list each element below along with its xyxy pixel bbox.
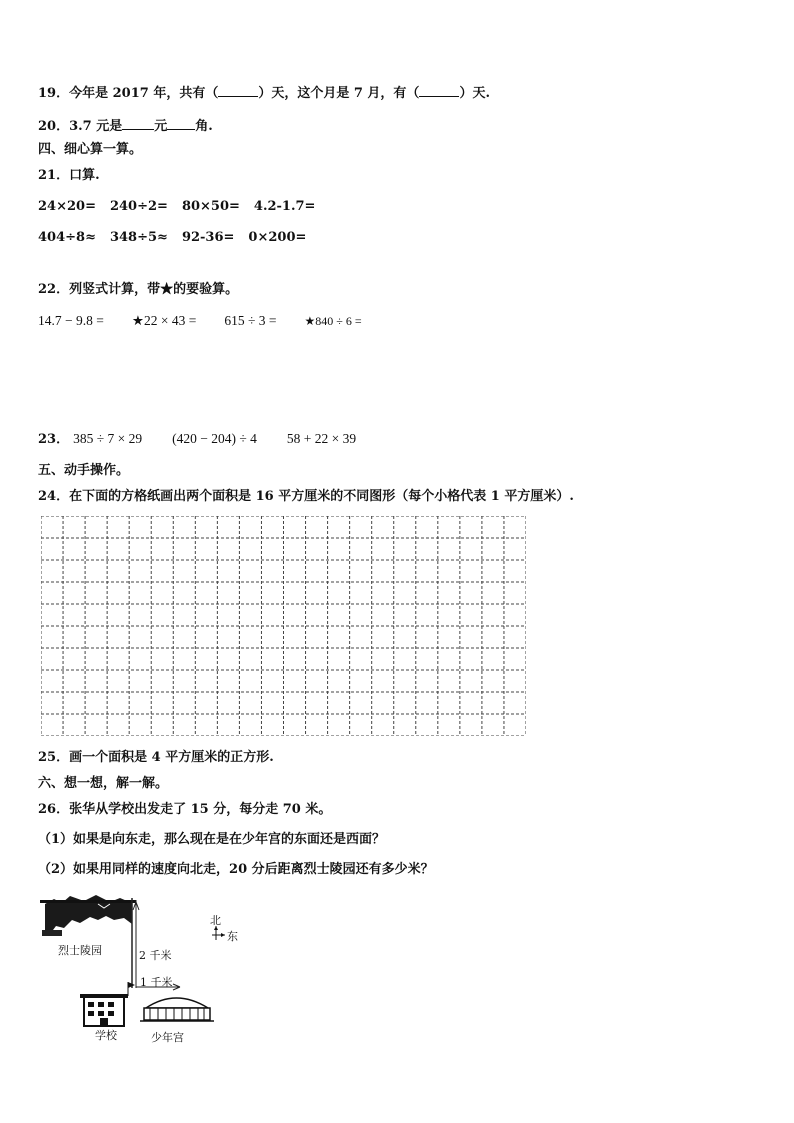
question-21: [38, 168, 100, 184]
square-grid-paper[interactable]: [41, 516, 526, 736]
question-23: [38, 431, 386, 448]
school-label: 学校: [95, 1029, 117, 1042]
q20-number: 20．: [38, 119, 70, 134]
q23-item: 385 ÷ 7 × 29: [73, 431, 143, 446]
q20-blank-1[interactable]: [122, 117, 154, 130]
north-distance-label: 2 千米: [139, 949, 172, 962]
q21-row-2: [38, 230, 320, 246]
q20-blank-2[interactable]: [167, 117, 195, 130]
q22-item: ★840 ÷ 6 =: [304, 314, 362, 328]
q22-item: 615 ÷ 3 =: [224, 313, 277, 328]
q22-item: 14.7 − 9.8 =: [38, 313, 104, 328]
q24-text: 在下面的方格纸画出两个面积是 16 平方厘米的不同图形（每个小格代表 1 平方厘米）.: [69, 489, 574, 504]
q23-number: 23．: [38, 432, 70, 447]
section-6-heading: 六、想一想，解一解。: [38, 776, 169, 791]
section-4-heading: 四、细心算一算。: [38, 142, 143, 157]
q22-title: 列竖式计算，带★的要验算。: [69, 282, 239, 297]
q22-number: 22．: [38, 282, 70, 297]
q22-expressions: [38, 313, 390, 329]
q23-item: 58 + 22 × 39: [286, 431, 357, 446]
q21-item: 80×50=: [181, 199, 240, 214]
school-building-picture: [80, 994, 128, 1026]
q26-text: 张华从学校出发走了 15 分，每分走 70 米。: [69, 802, 332, 817]
q21-title: 口算.: [69, 168, 100, 183]
flag-icon: [128, 982, 135, 996]
q19-text-b: ）天，这个月是 7 月，有（: [258, 86, 420, 101]
q19-blank-1[interactable]: [218, 84, 258, 97]
q21-item: 348÷5≈: [109, 230, 168, 245]
q21-item: 240÷2=: [109, 199, 168, 214]
q24-number: 24．: [38, 489, 70, 504]
q19-number: 19．: [38, 86, 70, 101]
q25-text: 画一个面积是 4 平方厘米的正方形.: [69, 750, 274, 765]
q26-number: 26．: [38, 802, 70, 817]
q20-text-c: 角.: [195, 119, 213, 134]
question-24: [38, 489, 574, 505]
cemetery-label: 烈士陵园: [58, 944, 102, 957]
q20-text-b: 元: [154, 119, 168, 134]
q19-text-a: 今年是 2017 年，共有（: [69, 86, 219, 101]
q20-text-a: 3.7 元是: [69, 119, 123, 134]
q21-item: 0×200=: [248, 230, 307, 245]
youth-palace-label: 少年宫: [151, 1031, 184, 1044]
q21-number: 21．: [38, 168, 70, 183]
compass-east-label: 东: [227, 930, 238, 943]
question-19: [38, 84, 490, 102]
q21-item: 4.2-1.7=: [253, 199, 316, 214]
question-26: [38, 802, 331, 818]
q25-number: 25．: [38, 750, 70, 765]
q19-text-c: ）天.: [459, 86, 490, 101]
q22-item: ★22 × 43 =: [131, 313, 197, 328]
compass-icon: [212, 926, 225, 940]
route-map-drawing: [40, 890, 270, 1045]
q23-item: (420 − 204) ÷ 4: [172, 431, 257, 446]
question-22: [38, 282, 238, 298]
q19-blank-2[interactable]: [419, 84, 459, 97]
youth-palace-picture: [140, 998, 214, 1021]
compass-north-label: 北: [210, 914, 221, 927]
q21-item: 24×20=: [38, 199, 96, 214]
question-20: [38, 117, 213, 135]
q21-row-1: [38, 199, 329, 215]
q21-item: 92-36=: [181, 230, 235, 245]
section-5-heading: 五、动手操作。: [38, 463, 130, 478]
cemetery-picture: [40, 895, 136, 936]
q26-subquestion-2: （2）如果用同样的速度向北走，20 分后距离烈士陵园还有多少米？: [38, 862, 434, 877]
q26-subquestion-1: （1）如果是向东走，那么现在是在少年宫的东面还是西面？: [38, 832, 386, 847]
q21-item: 404÷8≈: [38, 230, 96, 245]
question-25: [38, 750, 274, 766]
route-map: [40, 890, 270, 1045]
east-distance-label: 1 千米: [140, 976, 173, 989]
